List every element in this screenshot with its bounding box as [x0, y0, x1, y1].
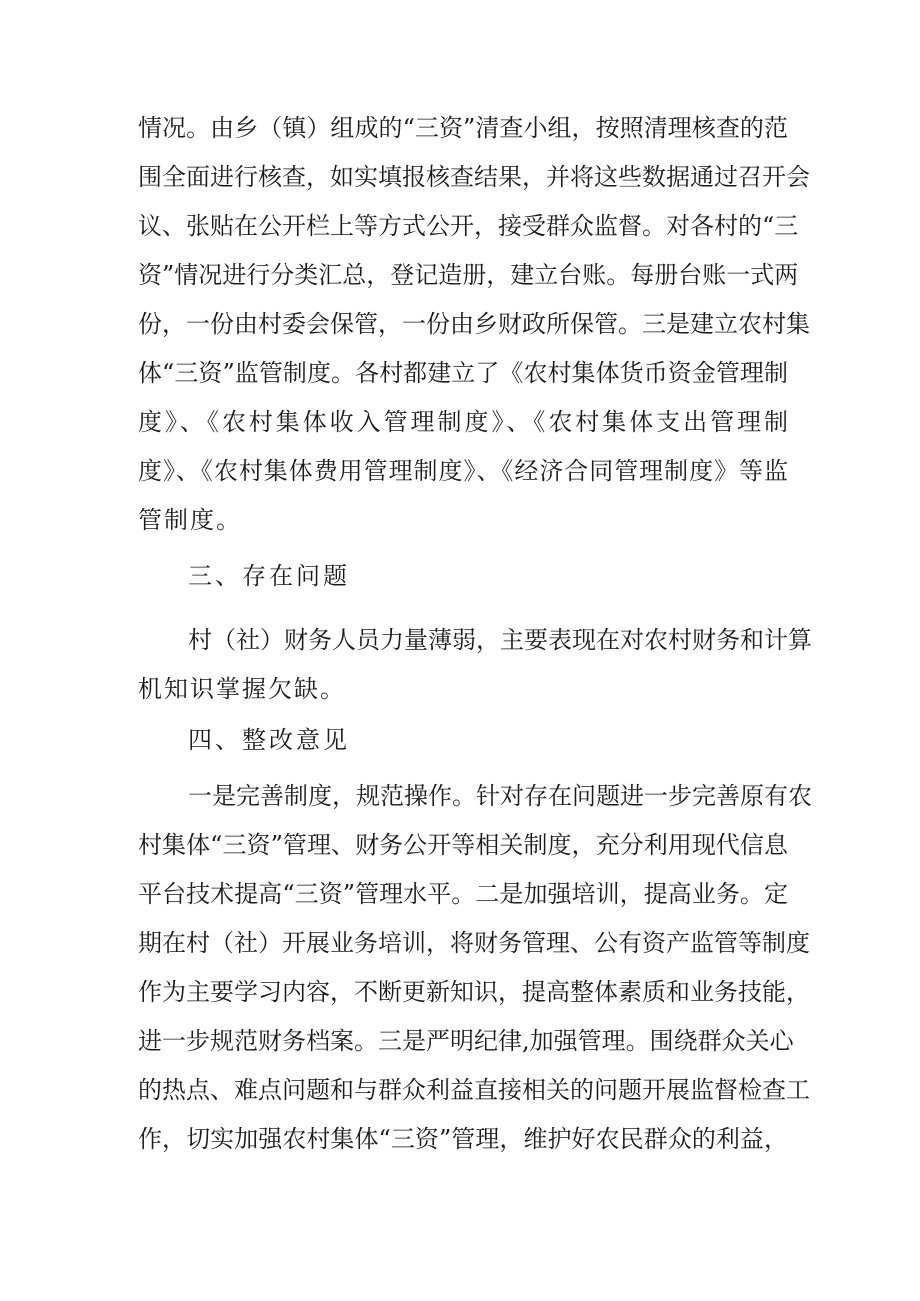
- text-line: 村集体“三资”管理、财务公开等相关制度，充分利用现代信息: [138, 831, 788, 859]
- text-line: 体“三资”监管制度。各村都建立了《农村集体货币资金管理制: [138, 359, 788, 387]
- text-line: 议、张贴在公开栏上等方式公开，接受群众监督。对各村的“三: [138, 212, 799, 240]
- text-line: 资”情况进行分类汇总，登记造册，建立台账。每册台账一式两: [138, 261, 799, 289]
- text-line: 情况。由乡（镇）组成的“三资”清查小组，按照清理核查的范: [138, 114, 788, 142]
- text-line: 作，切实加强农村集体“三资”管理，维护好农民群众的利益，: [138, 1125, 788, 1153]
- section-heading-4: 四、整改意见: [188, 726, 350, 754]
- text-line: 的热点、难点问题和与群众利益直接相关的问题开展监督检查工: [138, 1076, 810, 1104]
- text-line: 平台技术提高“三资”管理水平。二是加强培训，提高业务。定: [138, 880, 788, 908]
- section-heading-3: 三、存在问题: [188, 562, 350, 590]
- text-line: 期在村（社）开展业务培训，将财务管理、公有资产监管等制度: [138, 929, 810, 957]
- text-line: 围全面进行核查，如实填报核查结果，并将这些数据通过召开会: [138, 163, 810, 191]
- text-line: 进一步规范财务档案。三是严明纪律,加强管理。围绕群众关心: [138, 1027, 794, 1055]
- text-line: 一是完善制度，规范操作。针对存在问题进一步完善原有农: [188, 782, 812, 810]
- text-line: 度》、《农村集体费用管理制度》、《经济合同管理制度》等监: [138, 457, 788, 485]
- text-line: 管制度。: [138, 506, 242, 534]
- text-line: 度》、《农村集体收入管理制度》、《农村集体支出管理制: [138, 408, 788, 436]
- text-line: 作为主要学习内容，不断更新知识，提高整体素质和业务技能，: [138, 978, 810, 1006]
- text-line: 村（社）财务人员力量薄弱，主要表现在对农村财务和计算: [188, 626, 812, 654]
- text-line: 份，一份由村委会保管，一份由乡财政所保管。三是建立农村集: [138, 310, 810, 338]
- text-line: 机知识掌握欠缺。: [138, 675, 346, 703]
